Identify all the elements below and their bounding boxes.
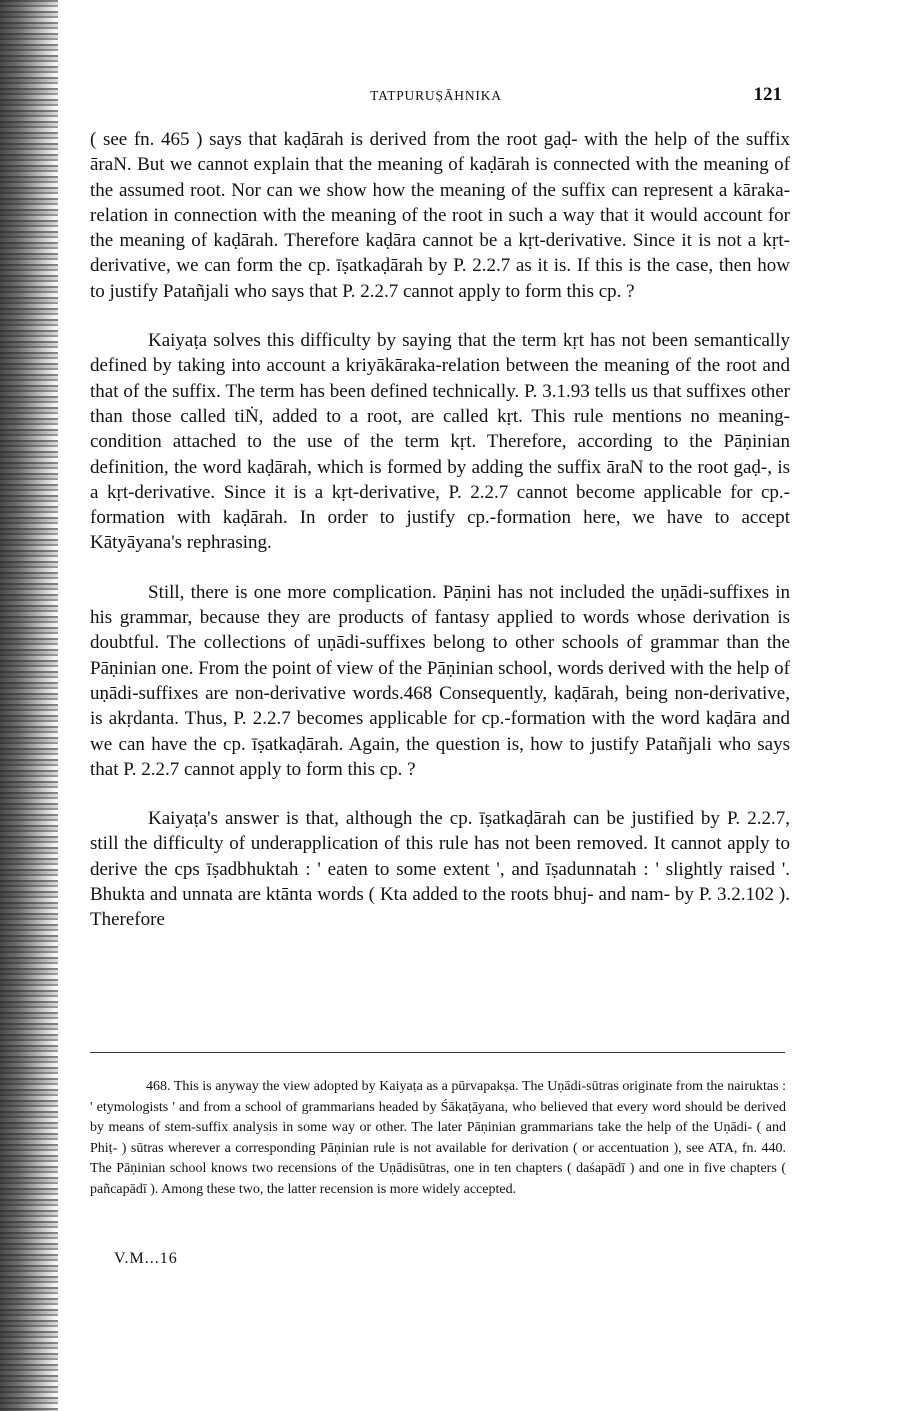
book-binding-shadow [0,0,58,1411]
paragraph-2: Kaiyaṭa solves this difficulty by saying that the term kṛt has not been semantically defined by taking into account a kriyākāraka-relation between the meaning of the root and that of the suffix. The term has been defined technically. P. 3.1.93 tells us that suffixes other than those called tiṄ, added to a root, are called kṛt. This rule mentions no meaning-condition attached to the use of the term kṛt. Therefore, according to the Pāṇinian definition, the word kaḍārah, which is formed by adding the suffix āraN to the root gaḍ-, is a kṛt-derivative. Since it is a kṛt-derivative, P. 2.2.7 cannot become applicable for cp.-formation with kaḍārah. In order to justify cp.-formation here, we have to accept Kātyāyana's rephrasing. [90,330,790,554]
footnote-divider [90,1052,785,1053]
paragraph-4: Kaiyaṭa's answer is that, although the cp. īṣatkaḍārah can be justified by P. 2.2.7, still the difficulty of underapplication of this rule has not been removed. It cannot apply to derive the cps īṣadbhuktah : ' eaten to some extent ', and īṣadunnatah : ' slightly raised '. Bhukta and unnata are ktānta words ( Kta added to the roots bhuj- and nam- by P. 3.2.102 ). Therefore [90,808,790,931]
page-header [90,84,782,110]
paragraph-1: ( see fn. 465 ) says that kaḍārah is derived from the root gaḍ- with the help of the suffix āraN. But we cannot explain that the meaning of kaḍārah is connected with the meaning of the assumed root. Nor can we show how the meaning of the suffix can represent a kāraka-relation in connection with the meaning of the root in such a way that it would account for the meaning of kaḍārah. Therefore kaḍāra cannot be a kṛt-derivative. Since it is not a kṛt-derivative, we can form the cp. īṣatkaḍārah by P. 2.2.7 as it is. If this is the case, then how to justify Patañjali who says that P. 2.2.7 cannot apply to form this cp. ? [90,129,790,302]
body-text [90,127,790,933]
running-head: TATPURUṢĀHNIKA [370,88,502,103]
signature-mark: V.M...16 [114,1250,178,1267]
footnote-468: 468. This is anyway the view adopted by Kaiyaṭa as a pūrvapakṣa. The Uṇādi-sūtras originate from the nairuktas : ' etymologists ' and from a school of grammarians headed by Śākaṭāyana, who believed that every word should be derived by means of stem-suffix analysis in some way or other. The later Pāṇinian grammarians take the help of the Uṇādi- ( and Phiṭ- ) sūtras wherever a corresponding Pāṇinian rule is not available for derivation ( or accentuation ), see ATA, fn. 440. The Pāṇinian school knows two recensions of the Uṇādisūtras, one in ten chapters ( daśapādī ) and one in five chapters ( pañcapādī ). Among these two, the latter recension is more widely accepted. [90,1079,786,1197]
page-number: 121 [753,84,782,105]
paragraph-3: Still, there is one more complication. Pāṇini has not included the uṇādi-suffixes in his grammar, because they are products of fantasy applied to words whose derivation is doubtful. The collections of uṇādi-suffixes belong to other schools of grammar than the Pāṇinian one. From the point of view of the Pāṇinian school, words derived with the help of uṇādi-suffixes are non-derivative words.468 Consequently, kaḍārah, being non-derivative, is akṛdanta. Thus, P. 2.2.7 becomes applicable for cp.-formation with the word kaḍāra and we can have the cp. īṣatkaḍārah. Again, the question is, how to justify Patañjali who says that P. 2.2.7 cannot apply to form this cp. ? [90,581,790,780]
